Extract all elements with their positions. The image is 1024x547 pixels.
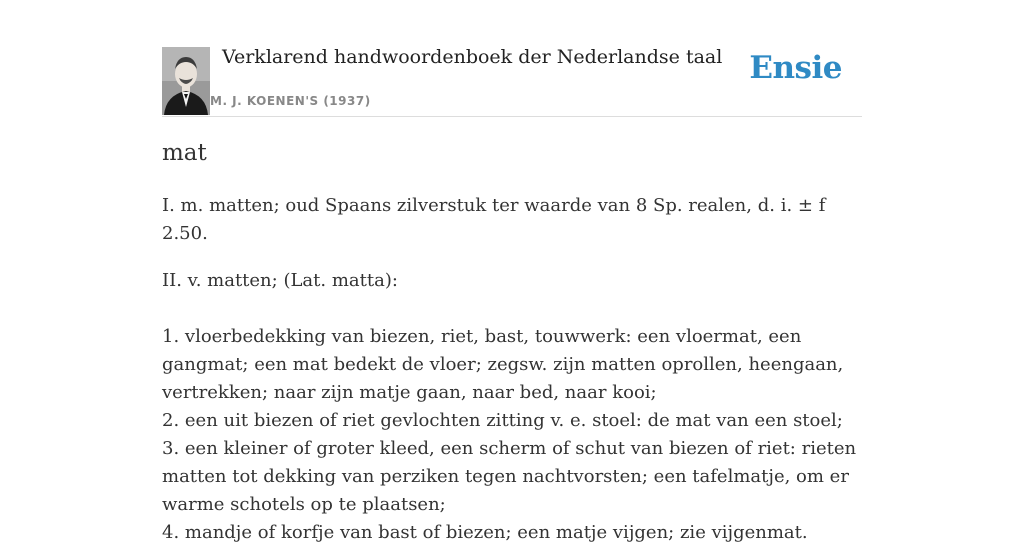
sub-sense-1: 1. vloerbedekking van biezen, riet, bast, touwwerk: een vloermat, een gangmat; een mat bedekt de vloer; zegsw. zijn matten oprollen, heengaan, vertrekken; naar zijn matje gaan, naar bed, naar kooi;	[162, 326, 844, 403]
sub-sense-list	[162, 323, 862, 547]
dictionary-header	[162, 0, 862, 117]
author-portrait-icon	[162, 47, 210, 115]
sense-two-intro: II. v. matten; (Lat. matta):	[162, 270, 398, 291]
sub-sense-2: 2. een uit biezen of riet gevlochten zitting v. e. stoel: de mat van een stoel;	[162, 410, 843, 431]
entry-definition	[162, 192, 862, 547]
ensie-logo-link[interactable]: Ensie	[749, 50, 842, 86]
content-column	[162, 0, 862, 543]
sub-sense-4: 4. mandje of korfje van bast of biezen; een matje vijgen; zie vijgenmat.	[162, 522, 808, 543]
sense-one: I. m. matten; oud Spaans zilverstuk ter waarde van 8 Sp. realen, d. i. ± f 2.50.	[162, 195, 826, 244]
book-title: Verklarend handwoordenboek der Nederlandse taal	[222, 46, 723, 68]
sub-sense-3: 3. een kleiner of groter kleed, een scherm of schut van biezen of riet: rieten matten tot dekking van perziken tegen nachtvorsten; een tafelmatje, om er warme schotels op te plaatsen;	[162, 438, 857, 515]
entry-headword: mat	[162, 140, 207, 166]
book-author: M. J. KOENEN'S (1937)	[210, 94, 371, 108]
